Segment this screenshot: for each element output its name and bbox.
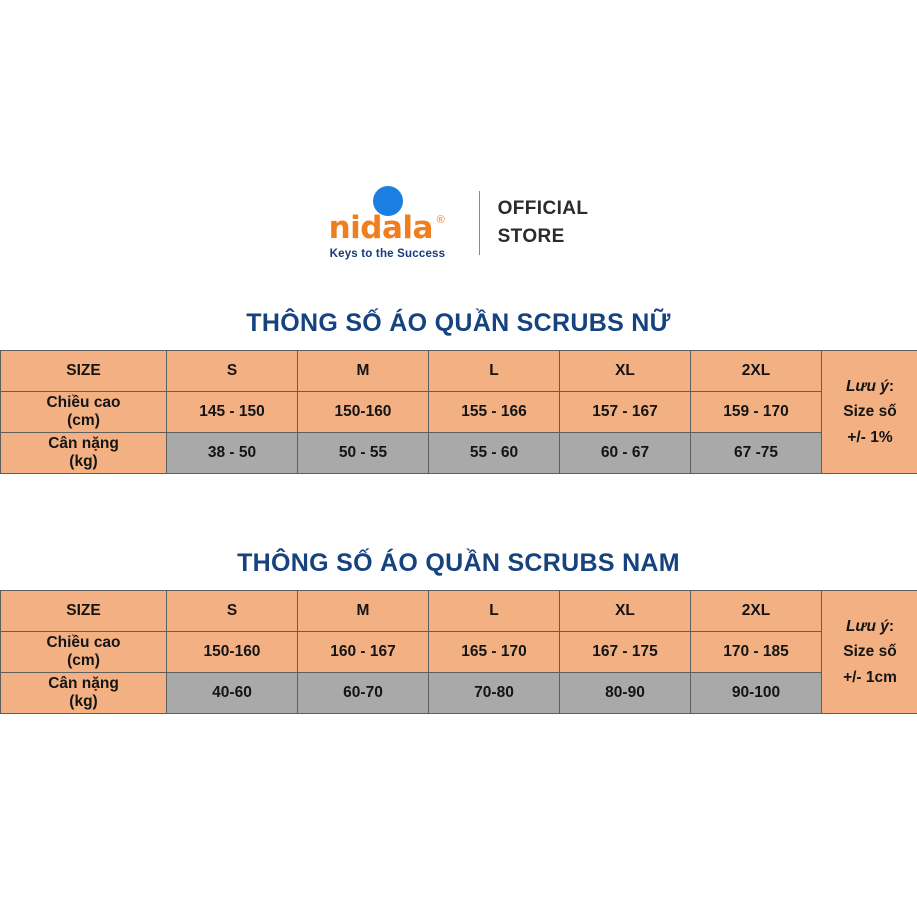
logo-wordmark: nidala [328,209,433,246]
cell-height-m: 150-160 [298,392,429,433]
header-xl: XL [560,351,691,392]
note-line-3: +/- 1% [847,428,893,446]
row-label-height [1,392,167,433]
cell-height-2xl: 170 - 185 [691,632,822,673]
registered-trademark-icon: ® [436,213,445,226]
header-2xl: 2XL [691,351,822,392]
size-table-male [0,590,917,714]
table-row [1,433,917,474]
cell-weight-xl: 60 - 67 [560,433,691,474]
header-size: SIZE [1,591,167,632]
cell-height-l: 155 - 166 [429,392,560,433]
cell-weight-s: 40-60 [167,673,298,714]
nidala-logo [329,178,461,268]
size-table-female [0,350,917,474]
cell-height-xl: 157 - 167 [560,392,691,433]
note-line-2: Size số [843,403,897,421]
vertical-divider [479,191,480,255]
official-store-label [498,195,589,250]
official-line-1: OFFICIAL [497,197,589,219]
header-m: M [298,351,429,392]
row-label-height-line1: Chiều cao [46,634,121,652]
cell-weight-m: 60-70 [298,673,429,714]
cell-weight-l: 55 - 60 [429,433,560,474]
table-row [1,392,917,433]
cell-weight-m: 50 - 55 [298,433,429,474]
cell-weight-s: 38 - 50 [167,433,298,474]
row-label-weight-line2: (kg) [69,693,98,710]
cell-height-s: 145 - 150 [167,392,298,433]
cell-weight-xl: 80-90 [560,673,691,714]
row-label-height-line1: Chiều cao [46,394,121,412]
note-cell-female [822,351,917,474]
section-title-male: THÔNG SỐ ÁO QUẦN SCRUBS NAM [237,549,680,577]
header-l: L [429,351,560,392]
section-female [0,295,917,474]
cell-height-s: 150-160 [167,632,298,673]
header-2xl: 2XL [691,591,822,632]
header-s: S [167,591,298,632]
header-s: S [167,351,298,392]
logo-tagline: Keys to the Success [329,247,446,260]
cell-weight-2xl: 67 -75 [691,433,822,474]
note-line-2: Size số [843,643,897,661]
table-row [1,591,917,632]
row-label-height-line2: (cm) [67,412,100,429]
cell-height-xl: 167 - 175 [560,632,691,673]
row-label-weight-line2: (kg) [69,453,98,470]
row-label-weight [1,433,167,474]
table-row [1,632,917,673]
row-label-weight-line1: Cân nặng [48,675,119,693]
cell-height-2xl: 159 - 170 [691,392,822,433]
cell-height-m: 160 - 167 [298,632,429,673]
note-cell-male [822,591,917,714]
cell-weight-2xl: 90-100 [691,673,822,714]
row-label-weight-line1: Cân nặng [48,435,119,453]
note-line-3: +/- 1cm [843,668,897,686]
official-line-2: STORE [497,225,565,247]
brand-inner [329,178,589,268]
note-line-1: Lưu ý: [845,617,895,635]
header-m: M [298,591,429,632]
header-size: SIZE [1,351,167,392]
note-line-1: Lưu ý: [845,377,895,395]
table-row [1,351,917,392]
section-title-female: THÔNG SỐ ÁO QUẦN SCRUBS NỮ [246,309,671,337]
header-xl: XL [560,591,691,632]
cell-weight-l: 70-80 [429,673,560,714]
cell-height-l: 165 - 170 [429,632,560,673]
row-label-height-line2: (cm) [67,652,100,669]
row-label-height [1,632,167,673]
brand-header [0,150,917,295]
header-l: L [429,591,560,632]
row-label-weight [1,673,167,714]
section-male [0,535,917,714]
table-row [1,673,917,714]
